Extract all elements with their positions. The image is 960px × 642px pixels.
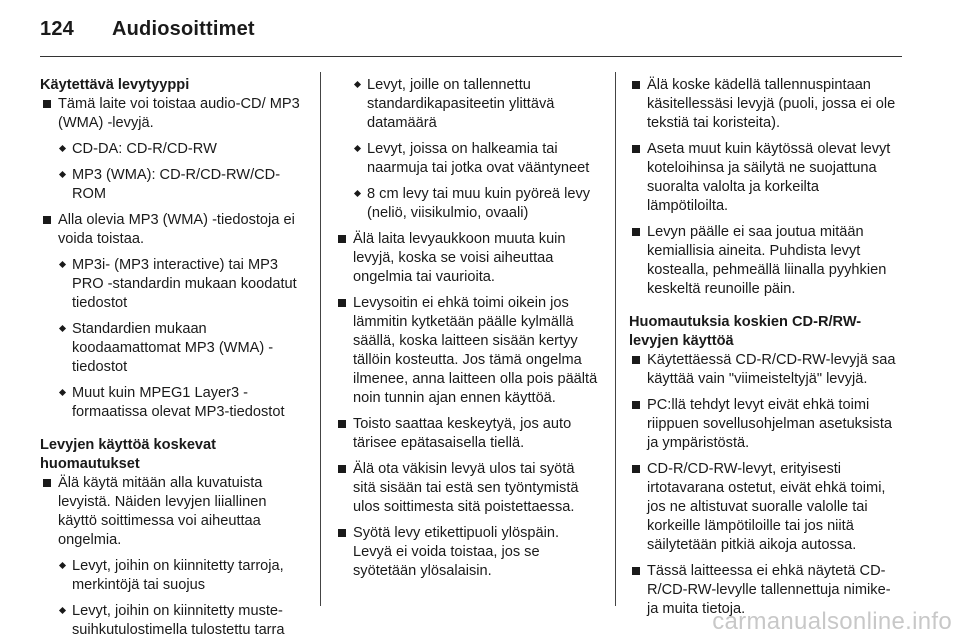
sub-bullet-item: Levyt, joille on tallennettu standardikapasiteetin ylittävä datamäärä (335, 76, 601, 133)
sub-bullet-item: Levyt, joihin on kiinnitetty tarroja, merkintöjä tai suojus (40, 557, 306, 595)
sub-bullet-item: 8 cm levy tai muu kuin pyöreä levy (neliö, viisikulmio, ovaali) (335, 185, 601, 223)
bullet-item: PC:llä tehdyt levyt eivät ehkä toimi riippuen sovellusohjelman asetuksista ja ympäristöstä. (629, 396, 901, 453)
section-heading-disc-usage: Levyjen käyttöä koskevat huomautukset (40, 437, 217, 472)
page-title: Audiosoittimet (111, 18, 255, 40)
bullet-item: Tämä laite voi toistaa audio-CD/ MP3 (WMA) -levyjä. (40, 95, 306, 133)
column-2 (335, 76, 601, 581)
bullet-item: Älä laita levyaukkoon muuta kuin levyjä, koska se voisi aiheuttaa ongelmia tai vaurioita. (335, 230, 601, 287)
bullet-item: Älä koske kädellä tallennuspintaan käsitellessäsi levyjä (puoli, jossa ei ole tekstiä tai koristeita). (629, 76, 901, 133)
section-heading-cdr-notes: Huomautuksia koskien CD-R/RW-levyjen käyttöä (629, 314, 862, 349)
bullet-item: Älä ota väkisin levyä ulos tai syötä sitä sisään tai estä sen työntymistä ulos soittimesta sitä poistettaessa. (335, 460, 601, 517)
column-divider-1 (320, 72, 321, 606)
page-header (40, 18, 255, 41)
bullet-item: Käytettäessä CD-R/CD-RW-levyjä saa käyttää vain "viimeisteltyjä" levyjä. (629, 351, 901, 389)
sub-bullet-item: Levyt, joihin on kiinnitetty muste-suihkutulostimella tulostettu tarra (40, 602, 306, 640)
sub-bullet-item: CD-DA: CD-R/CD-RW (40, 140, 306, 159)
bullet-item: Älä käytä mitään alla kuvatuista levyistä. Näiden levyjen liiallinen käyttö soittimessa voi aiheuttaa ongelmia. (40, 474, 306, 550)
bullet-item: Tässä laitteessa ei ehkä näytetä CD-R/CD-RW-levylle tallennettuja nimike- ja muita tietoja. (629, 562, 901, 619)
sub-bullet-item: Standardien mukaan koodaamattomat MP3 (WMA) -tiedostot (40, 320, 306, 377)
section-heading-disc-types: Käytettävä levytyyppi (40, 77, 190, 93)
sub-bullet-item: Levyt, joissa on halkeamia tai naarmuja tai jotka ovat vääntyneet (335, 140, 601, 178)
bullet-item: Levyn päälle ei saa joutua mitään kemiallisia aineita. Puhdista levyt kostealla, pehmeällä liinalla pyyhkien keskeltä reunoille päin. (629, 223, 901, 299)
watermark: carmanualsonline.info (712, 608, 952, 635)
column-1 (40, 76, 306, 640)
sub-bullet-item: MP3 (WMA): CD-R/CD-RW/CD-ROM (40, 166, 306, 204)
bullet-item: Toisto saattaa keskeytyä, jos auto tärisee epätasaisella tiellä. (335, 415, 601, 453)
page-number: 124 (40, 18, 74, 40)
bullet-item: Levysoitin ei ehkä toimi oikein jos lämmitin kytketään päälle kylmällä säällä, koska laitteen sisään kertyy tällöin kosteutta. Jos tämä ongelma ilmenee, anna laitteen olla pois päältä noin tunnin ajan ennen käyttöä. (335, 294, 601, 408)
header-rule (40, 56, 902, 57)
bullet-item: Alla olevia MP3 (WMA) -tiedostoja ei voida toistaa. (40, 211, 306, 249)
bullet-item: CD-R/CD-RW-levyt, erityisesti irtotavarana ostetut, eivät ehkä toimi, jos ne altistuvat suoralle valolle tai korkeille lämpötiloille tai jos niitä säilytetään pitkiä aikoja autossa. (629, 460, 901, 555)
column-divider-2 (615, 72, 616, 606)
sub-bullet-item: Muut kuin MPEG1 Layer3 -formaatissa olevat MP3-tiedostot (40, 384, 306, 422)
bullet-item: Syötä levy etikettipuoli ylöspäin. Levyä ei voida toistaa, jos se syötetään ylösalaisin. (335, 524, 601, 581)
sub-bullet-item: MP3i- (MP3 interactive) tai MP3 PRO -standardin mukaan koodatut tiedostot (40, 256, 306, 313)
column-3 (629, 76, 901, 619)
bullet-item: Aseta muut kuin käytössä olevat levyt koteloihinsa ja säilytä ne suojattuna suoralta valolta ja korkeilta lämpötiloilta. (629, 140, 901, 216)
